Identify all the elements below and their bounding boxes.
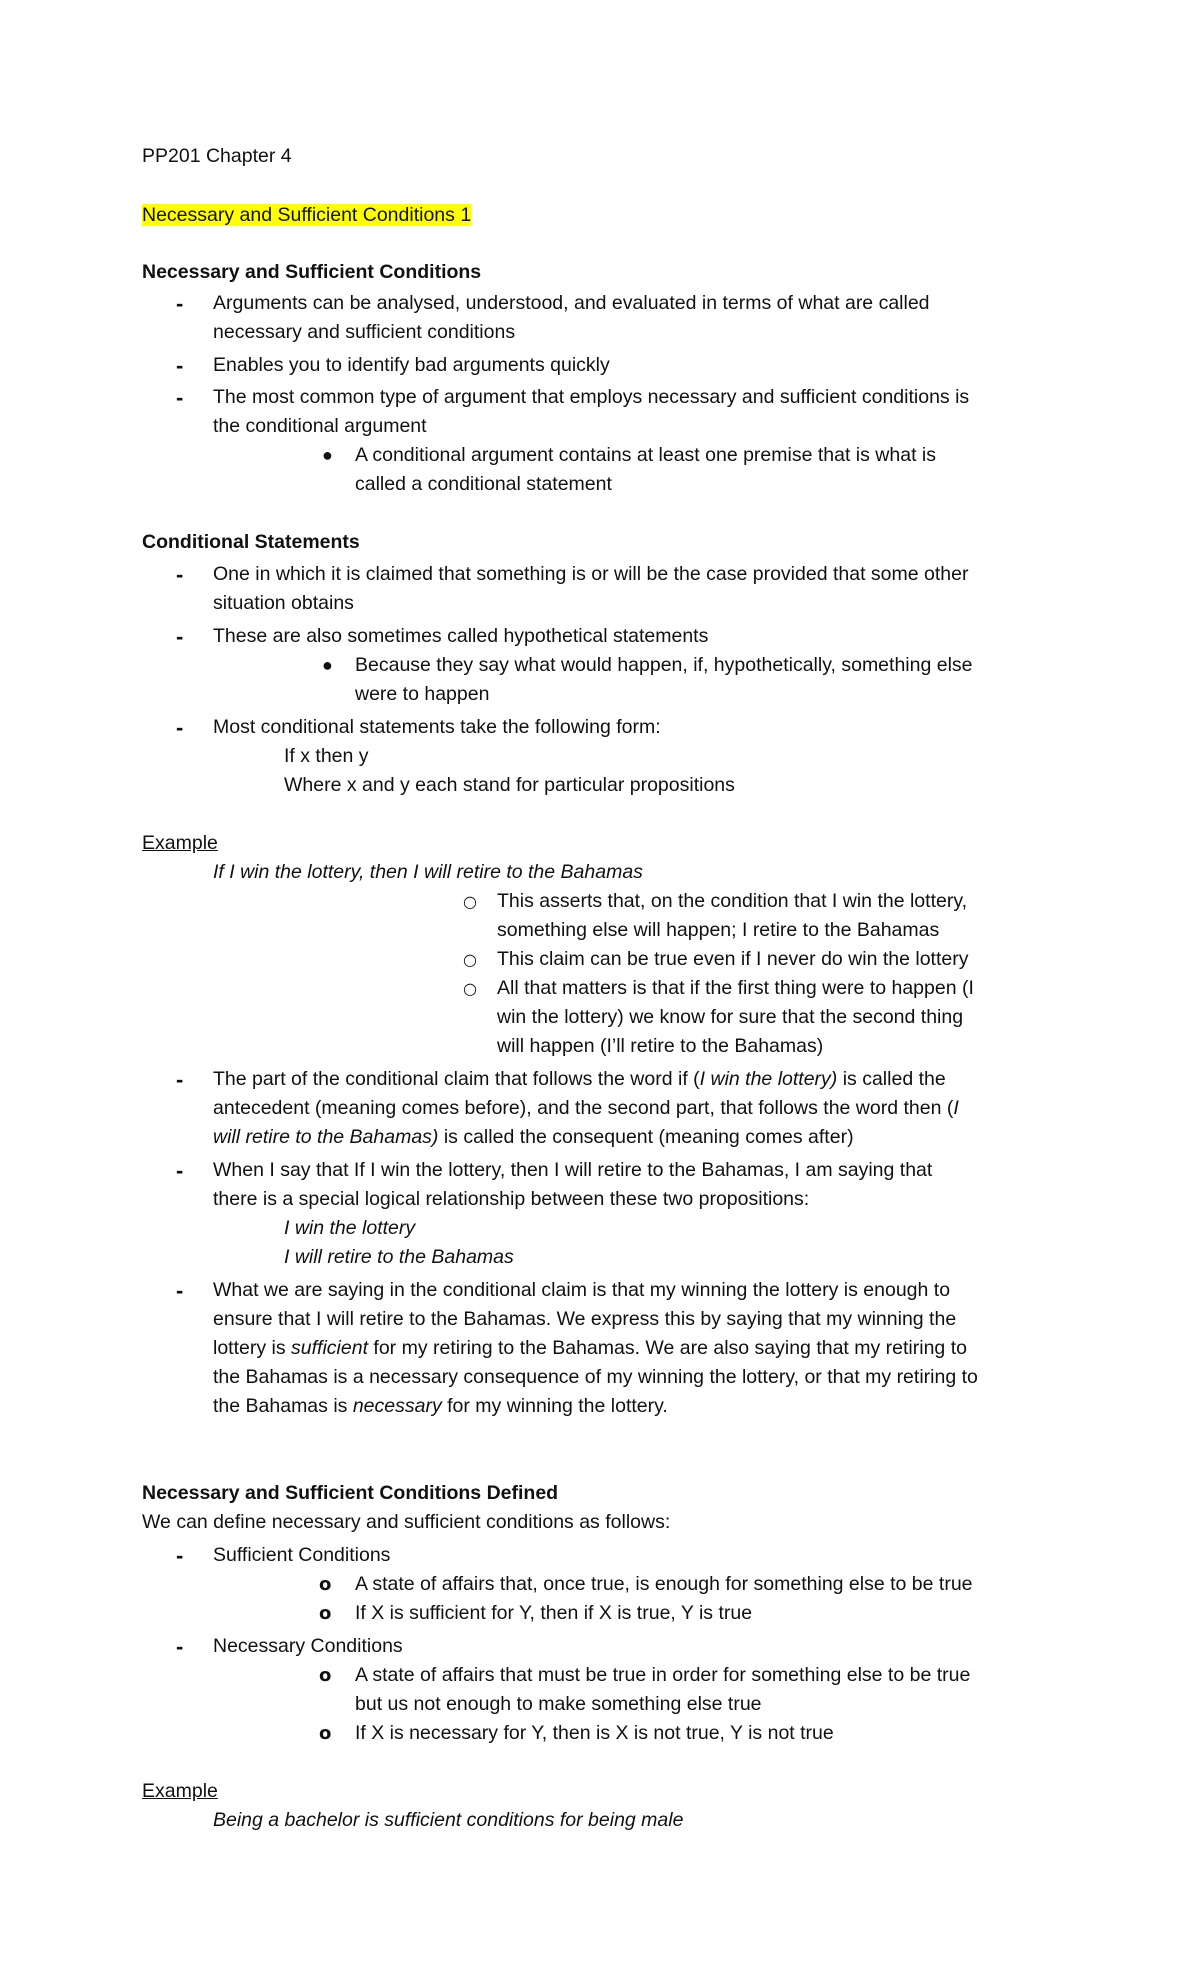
list-subitem-cont: but us not enough to make something else true: [355, 1693, 762, 1715]
list-item: Necessary Conditions: [213, 1635, 403, 1657]
list-subitem: All that matters is that if the first thing were to happen (I: [497, 977, 974, 999]
list-item: One in which it is claimed that something is or will be the case provided that some other: [213, 563, 969, 585]
proposition: I win the lottery: [284, 1217, 416, 1239]
dash-bullet-icon: -: [176, 1067, 184, 1092]
form-line: If x then y: [284, 745, 369, 767]
list-subitem: This asserts that, on the condition that I win the lottery,: [497, 890, 968, 912]
list-subitem: A state of affairs that must be true in order for something else to be true: [355, 1664, 971, 1686]
list-subitem-cont: called a conditional statement: [355, 473, 612, 495]
example-sentence: Being a bachelor is sufficient conditions for being male: [213, 1809, 684, 1831]
section-heading-defined: Necessary and Sufficient Conditions Defined: [142, 1482, 559, 1504]
list-item-cont: ensure that I will retire to the Bahamas. We express this by saying that my winning the: [213, 1308, 957, 1330]
list-item-cont: situation obtains: [213, 592, 354, 614]
list-item-cont: antecedent (meaning comes before), and the second part, that follows the word then (I: [213, 1097, 959, 1119]
dash-bullet-icon: -: [176, 1634, 184, 1659]
circle-bullet-icon: o: [319, 1665, 332, 1686]
circle-bullet-icon: o: [319, 1603, 332, 1624]
dash-bullet-icon: -: [176, 291, 184, 316]
list-subitem-cont: something else will happen; I retire to the Bahamas: [497, 919, 940, 941]
list-subitem: A conditional argument contains at least one premise that is what is: [355, 444, 936, 466]
list-subitem: A state of affairs that, once true, is enough for something else to be true: [355, 1573, 973, 1595]
dot-bullet-icon: ●: [322, 655, 333, 675]
proposition: I will retire to the Bahamas: [284, 1246, 514, 1268]
section-heading-necessary-sufficient: Necessary and Sufficient Conditions: [142, 261, 482, 283]
list-item: Most conditional statements take the following form:: [213, 716, 661, 738]
list-subitem-cont: win the lottery) we know for sure that the second thing: [497, 1006, 964, 1028]
list-item-cont: lottery is sufficient for my retiring to the Bahamas. We are also saying that my retiring to: [213, 1337, 967, 1359]
list-item-cont: the conditional argument: [213, 415, 427, 437]
form-line: Where x and y each stand for particular propositions: [284, 774, 735, 796]
list-item: The part of the conditional claim that follows the word if (I win the lottery) is called the: [213, 1068, 946, 1090]
circle-bullet-icon: o: [319, 1574, 332, 1595]
example-label: Example: [142, 1780, 218, 1802]
list-item: Sufficient Conditions: [213, 1544, 391, 1566]
circle-bullet-icon: ○: [463, 950, 477, 969]
example-label: Example: [142, 832, 218, 854]
list-item: When I say that If I win the lottery, then I will retire to the Bahamas, I am saying that: [213, 1159, 933, 1181]
highlighted-heading: Necessary and Sufficient Conditions 1: [142, 204, 472, 226]
document-title: PP201 Chapter 4: [142, 145, 292, 167]
list-subitem: If X is sufficient for Y, then if X is true, Y is true: [355, 1602, 753, 1624]
list-item: Arguments can be analysed, understood, and evaluated in terms of what are called: [213, 292, 930, 314]
dash-bullet-icon: -: [176, 715, 184, 740]
list-subitem: If X is necessary for Y, then is X is not true, Y is not true: [355, 1722, 834, 1744]
list-item: The most common type of argument that employs necessary and sufficient conditions is: [213, 386, 970, 408]
list-subitem-cont: will happen (I’ll retire to the Bahamas): [497, 1035, 824, 1057]
list-item: These are also sometimes called hypothetical statements: [213, 625, 709, 647]
list-item: Enables you to identify bad arguments quickly: [213, 354, 610, 376]
list-item-cont: the Bahamas is a necessary consequence of my winning the lottery, or that my retiring to: [213, 1366, 978, 1388]
dash-bullet-icon: -: [176, 1158, 184, 1183]
dash-bullet-icon: -: [176, 353, 184, 378]
list-subitem: Because they say what would happen, if, hypothetically, something else: [355, 654, 973, 676]
list-item: What we are saying in the conditional claim is that my winning the lottery is enough to: [213, 1279, 951, 1301]
dot-bullet-icon: ●: [322, 445, 333, 465]
list-subitem: This claim can be true even if I never do win the lottery: [497, 948, 969, 970]
dash-bullet-icon: -: [176, 624, 184, 649]
example-sentence: If I win the lottery, then I will retire to the Bahamas: [213, 861, 643, 883]
dash-bullet-icon: -: [176, 562, 184, 587]
list-subitem-cont: were to happen: [355, 683, 490, 705]
list-item-cont: will retire to the Bahamas) is called the consequent (meaning comes after): [213, 1126, 854, 1148]
dash-bullet-icon: -: [176, 1543, 184, 1568]
paragraph: We can define necessary and sufficient conditions as follows:: [142, 1511, 671, 1533]
dash-bullet-icon: -: [176, 385, 184, 410]
list-item-cont: the Bahamas is necessary for my winning the lottery.: [213, 1395, 668, 1417]
circle-bullet-icon: ○: [463, 892, 477, 911]
list-item-cont: there is a special logical relationship between these two propositions:: [213, 1188, 810, 1210]
dash-bullet-icon: -: [176, 1278, 184, 1303]
list-item-cont: necessary and sufficient conditions: [213, 321, 516, 343]
circle-bullet-icon: ○: [463, 979, 477, 998]
section-heading-conditional-statements: Conditional Statements: [142, 531, 360, 553]
circle-bullet-icon: o: [319, 1723, 332, 1744]
